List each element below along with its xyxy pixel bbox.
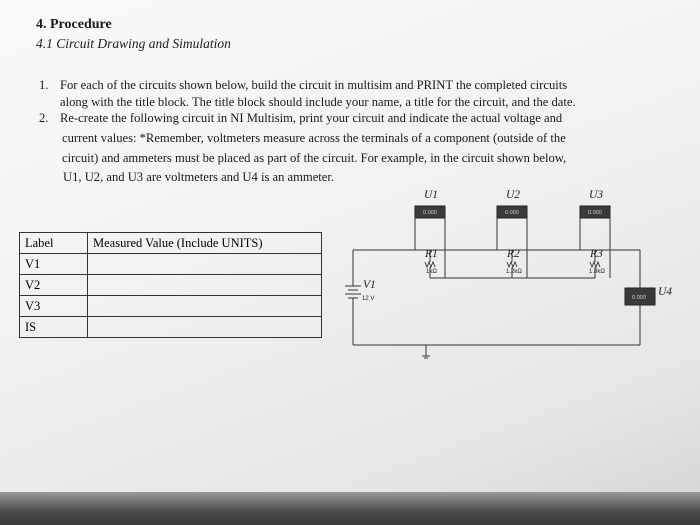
circuit-schematic — [340, 180, 680, 380]
resistor-value: 1.8kΩ — [589, 269, 605, 275]
resistor-name: R3 — [590, 248, 603, 260]
resistor-r1 — [425, 262, 435, 267]
measurement-table — [19, 232, 322, 338]
voltmeter-reading: 0.000 — [423, 210, 437, 216]
table-header-row — [20, 233, 322, 254]
row-value-cell — [88, 296, 322, 317]
subsection-heading: 4.1 Circuit Drawing and Simulation — [36, 36, 231, 51]
item-number: 1. — [39, 78, 49, 92]
row-value-cell — [88, 275, 322, 296]
header-label: Label — [20, 233, 88, 254]
item-2-line-1: Re-create the following circuit in NI Multisim, print your circuit and indicate the actual voltage and — [60, 111, 563, 125]
row-label: V3 — [20, 296, 88, 317]
header-measured-value: Measured Value (Include UNITS) — [88, 233, 322, 254]
table-row — [20, 254, 322, 275]
item-number: 2. — [39, 111, 49, 125]
voltmeter-reading: 0.000 — [505, 210, 519, 216]
item-2-line-2: current values: *Remember, voltmeters measure across the terminals of a component (outside of the — [62, 131, 566, 145]
resistor-name: R2 — [507, 248, 520, 260]
voltmeter-reading: 0.000 — [588, 210, 602, 216]
table-row — [20, 275, 322, 296]
row-value-cell — [88, 254, 322, 275]
voltmeter-name: U2 — [506, 189, 521, 201]
row-value-cell — [88, 317, 322, 338]
item-2-line-3: circuit) and ammeters must be placed as part of the circuit. For example, in the circuit shown below, — [62, 151, 567, 165]
source-value: 12 V — [362, 296, 375, 302]
row-label: V2 — [20, 275, 88, 296]
section-heading: 4. Procedure — [36, 17, 112, 32]
photo-edge-shadow — [0, 492, 700, 525]
resistor-value: 1.2kΩ — [506, 269, 522, 275]
item-2-line-4: U1, U2, and U3 are voltmeters and U4 is an ammeter. — [63, 170, 335, 184]
resistor-r3 — [590, 262, 600, 267]
table-row — [20, 296, 322, 317]
voltmeter-name: U3 — [589, 189, 604, 201]
source-name: V1 — [363, 279, 376, 291]
resistor-value: 1kΩ — [426, 269, 437, 275]
resistor-r2 — [507, 262, 517, 267]
item-1-line-2: along with the title block. The title block should include your name, a title for the circuit, and the date. — [60, 95, 576, 109]
ammeter-name: U4 — [658, 286, 673, 298]
row-label: IS — [20, 317, 88, 338]
voltmeter-name: U1 — [424, 189, 439, 201]
ammeter-reading: 0.000 — [632, 295, 646, 301]
table-row — [20, 317, 322, 338]
item-1-line-1: For each of the circuits shown below, build the circuit in multisim and PRINT the completed circuits — [60, 78, 568, 92]
resistor-name: R1 — [425, 248, 438, 260]
row-label: V1 — [20, 254, 88, 275]
